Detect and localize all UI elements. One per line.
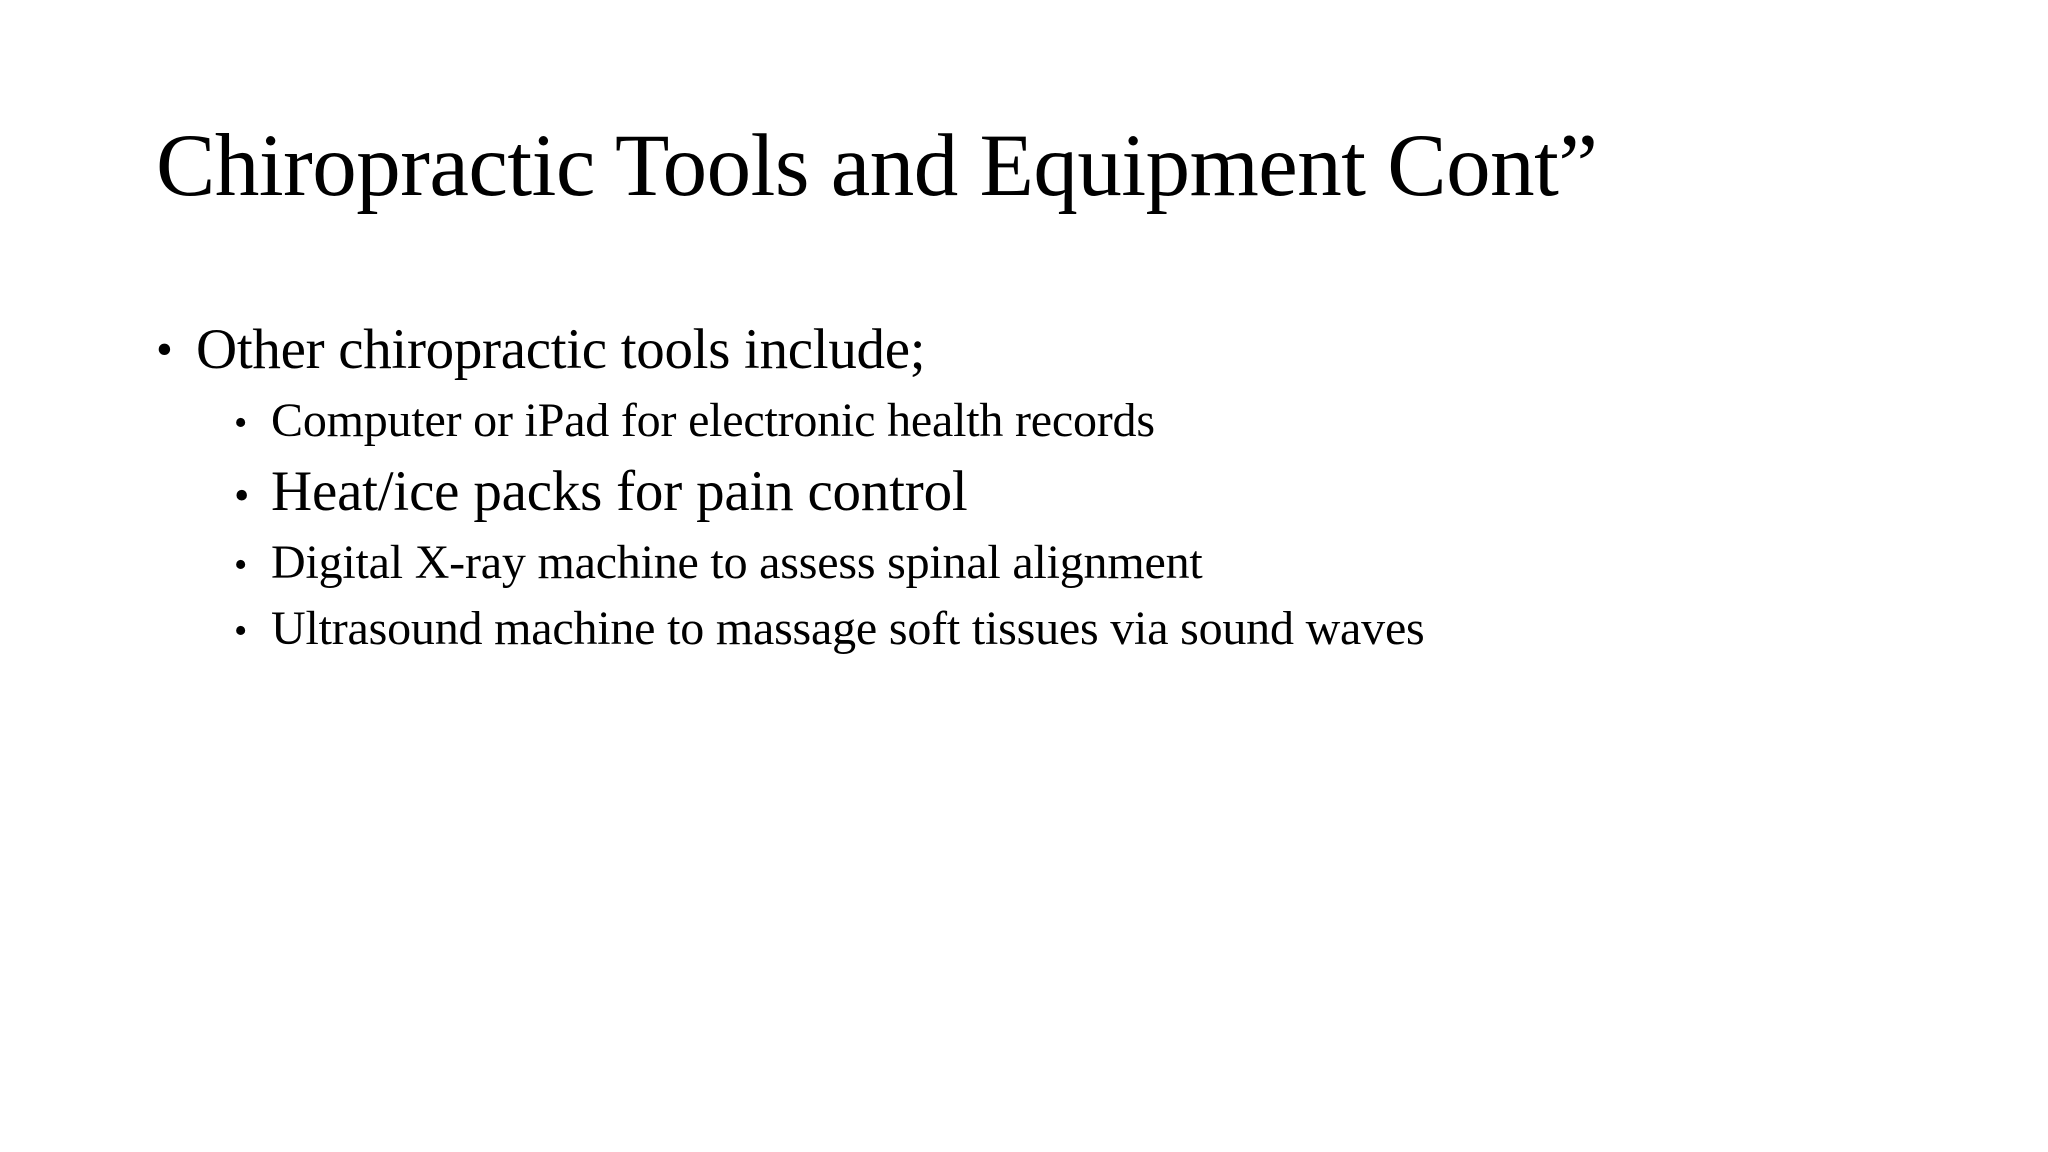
- sub-bullet-text: Heat/ice packs for pain control: [271, 460, 968, 523]
- sub-bullet-text: Computer or iPad for electronic health records: [271, 394, 1155, 447]
- slide-body: [156, 312, 1956, 662]
- sub-bullet-item: [234, 530, 1956, 596]
- sub-bullet-text: Ultrasound machine to massage soft tissues via sound waves: [271, 602, 1425, 655]
- bullet-icon: •: [234, 544, 248, 586]
- bullet-icon: •: [234, 610, 248, 652]
- slide-title: Chiropractic Tools and Equipment Cont”: [156, 117, 1598, 215]
- bullet-icon: •: [234, 402, 248, 444]
- sub-bullet-item: [234, 596, 1956, 662]
- sub-bullet-item: [234, 388, 1956, 454]
- sub-bullet-item: [234, 454, 1956, 530]
- bullet-icon: •: [234, 471, 250, 520]
- bullet-icon: •: [156, 323, 173, 376]
- bullet-text: Other chiropractic tools include;: [196, 318, 926, 381]
- bullet-item: [156, 312, 1956, 388]
- sub-bullet-text: Digital X-ray machine to assess spinal alignment: [271, 536, 1203, 589]
